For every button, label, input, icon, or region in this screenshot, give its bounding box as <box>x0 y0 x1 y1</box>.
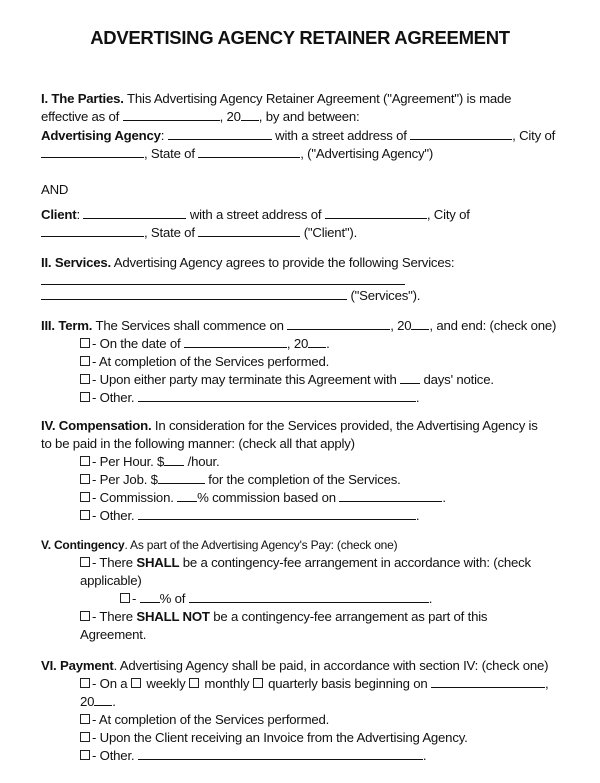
option-text: be a contingency-fee arrangement as part of this <box>209 609 488 624</box>
option-text: - Commission. <box>92 490 178 505</box>
quarterly-checkbox-icon[interactable] <box>253 678 263 688</box>
payment-start-year-blank[interactable] <box>94 693 112 706</box>
checkbox-icon[interactable] <box>120 593 130 603</box>
contingency-option-shall-not <box>80 608 487 626</box>
client-name-blank[interactable] <box>83 206 186 219</box>
agency-text: , State of <box>144 146 199 161</box>
contingency-basis-blank[interactable] <box>189 590 429 603</box>
contingency-text: . As part of the Advertising Agency's Pay: (check one) <box>124 538 398 552</box>
option-text: % of <box>159 591 189 606</box>
effective-date-blank[interactable] <box>123 108 220 121</box>
payment-option-periodic-cont <box>80 693 116 711</box>
option-text: % commission based on <box>197 490 340 505</box>
term-end-year-blank[interactable] <box>308 335 326 348</box>
option-text: - On the date of <box>92 336 184 351</box>
option-text: for the completion of the Services. <box>204 472 401 487</box>
option-text: - Per Hour. $ <box>92 454 165 469</box>
option-text: . <box>422 748 427 763</box>
compensation-text: In consideration for the Services provided, the Advertising Agency is <box>151 418 538 433</box>
contingency-heading: V. Contingency <box>41 538 125 552</box>
compensation-option-per-job <box>80 471 401 489</box>
parties-text: , by and between: <box>258 109 360 124</box>
agency-state-blank[interactable] <box>198 145 300 158</box>
checkbox-icon[interactable] <box>80 356 90 366</box>
shall-not-emphasis: SHALL NOT <box>136 609 210 624</box>
option-text: - There <box>92 555 137 570</box>
compensation-other-blank[interactable] <box>138 507 416 520</box>
client-line-2 <box>41 224 357 242</box>
option-text: . <box>415 508 420 523</box>
commission-basis-blank[interactable] <box>339 489 442 502</box>
agency-text: , ("Advertising Agency") <box>300 146 434 161</box>
contingency-percent-blank[interactable] <box>140 590 160 603</box>
client-address-blank[interactable] <box>325 206 427 219</box>
option-text: /hour. <box>184 454 220 469</box>
checkbox-icon[interactable] <box>80 611 90 621</box>
checkbox-icon[interactable] <box>80 392 90 402</box>
term-heading: III. Term. <box>41 318 93 333</box>
option-text: , <box>544 676 549 691</box>
services-text: Advertising Agency agrees to provide the following Services: <box>110 255 455 270</box>
option-text: . <box>112 694 116 709</box>
parties-heading: I. The Parties. <box>41 91 124 106</box>
checkbox-icon[interactable] <box>80 732 90 742</box>
payment-start-date-blank[interactable] <box>431 675 545 688</box>
checkbox-icon[interactable] <box>80 474 90 484</box>
commission-percent-blank[interactable] <box>177 489 197 502</box>
payment-other-blank[interactable] <box>138 747 423 760</box>
agency-text: , City of <box>512 128 556 143</box>
contingency-option-shall-not-cont: Agreement. <box>80 627 147 642</box>
payment-option-invoice <box>80 729 468 747</box>
monthly-checkbox-icon[interactable] <box>189 678 199 688</box>
option-text: - Upon the Client receiving an Invoice from the Advertising Agency. <box>92 730 468 745</box>
services-description-blank-1[interactable] <box>41 272 405 285</box>
document-title: ADVERTISING AGENCY RETAINER AGREEMENT <box>90 27 510 48</box>
checkbox-icon[interactable] <box>80 456 90 466</box>
compensation-option-hourly <box>80 453 219 471</box>
payment-option-completion <box>80 711 329 729</box>
option-text: be a contingency-fee arrangement in accordance with: (check <box>179 555 531 570</box>
services-line-3 <box>41 287 420 305</box>
term-option-other <box>80 389 419 407</box>
checkbox-icon[interactable] <box>80 492 90 502</box>
term-option-termination <box>80 371 494 389</box>
effective-year-blank[interactable] <box>241 108 259 121</box>
option-text: . <box>442 490 446 505</box>
term-start-year-blank[interactable] <box>411 317 429 330</box>
agency-text: with a street address of <box>271 128 411 143</box>
option-text: - At completion of the Services performed. <box>92 354 330 369</box>
contingency-option-shall-cont: applicable) <box>80 573 142 588</box>
option-text: - Upon either party may terminate this Agreement with <box>92 372 401 387</box>
option-text: - Per Job. $ <box>92 472 158 487</box>
weekly-checkbox-icon[interactable] <box>131 678 141 688</box>
option-text: - Other. <box>92 508 138 523</box>
option-text: . <box>326 336 330 351</box>
term-option-end-date <box>80 335 330 353</box>
hourly-rate-blank[interactable] <box>164 453 184 466</box>
compensation-option-commission <box>80 489 446 507</box>
checkbox-icon[interactable] <box>80 750 90 760</box>
compensation-line-2: to be paid in the following manner: (check all that apply) <box>41 436 355 451</box>
client-text: with a street address of <box>186 207 325 222</box>
option-text: - On a <box>92 676 131 691</box>
payment-text: . Advertising Agency shall be paid, in accordance with section IV: (check one) <box>113 658 549 673</box>
option-text: quarterly basis beginning on <box>264 676 431 691</box>
agency-label: Advertising Agency <box>41 128 161 143</box>
client-label: Client <box>41 207 77 222</box>
option-text: days' notice. <box>420 372 494 387</box>
client-line-1 <box>41 206 470 224</box>
contingency-option-shall <box>80 554 531 572</box>
colon: : <box>160 128 168 143</box>
compensation-option-other <box>80 507 419 525</box>
checkbox-icon[interactable] <box>80 678 90 688</box>
checkbox-icon[interactable] <box>80 338 90 348</box>
client-text: , State of <box>144 225 199 240</box>
services-text: ("Services"). <box>347 288 421 303</box>
agency-name-blank[interactable] <box>168 127 272 140</box>
contingency-sub-option <box>120 590 432 608</box>
per-job-amount-blank[interactable] <box>158 471 205 484</box>
compensation-heading: IV. Compensation. <box>41 418 152 433</box>
term-other-blank[interactable] <box>138 389 416 402</box>
option-text: - <box>132 591 140 606</box>
checkbox-icon[interactable] <box>80 374 90 384</box>
parties-line-2 <box>41 108 360 126</box>
client-text: ("Client"). <box>300 225 358 240</box>
notice-days-blank[interactable] <box>400 371 420 384</box>
parties-text: , 20 <box>219 109 241 124</box>
checkbox-icon[interactable] <box>80 557 90 567</box>
shall-emphasis: SHALL <box>136 555 180 570</box>
option-text: . <box>428 591 433 606</box>
agency-line-2 <box>41 145 433 163</box>
option-text: - Other. <box>92 390 138 405</box>
services-line-1 <box>41 254 454 272</box>
term-text: , 20 <box>390 318 412 333</box>
term-line-1 <box>41 317 556 335</box>
agency-city-blank[interactable] <box>41 145 144 158</box>
compensation-line-1 <box>41 417 538 435</box>
parties-text: This Advertising Agency Retainer Agreement ("Agreement") is made <box>123 91 512 106</box>
checkbox-icon[interactable] <box>80 714 90 724</box>
option-text: - At completion of the Services performed. <box>92 712 330 727</box>
services-description-blank-2[interactable] <box>41 287 347 300</box>
option-text: monthly <box>200 676 253 691</box>
option-text: , 20 <box>286 336 309 351</box>
option-text: . <box>415 390 420 405</box>
term-text: , and end: (check one) <box>429 318 557 333</box>
term-start-date-blank[interactable] <box>287 317 390 330</box>
parties-text: effective as of <box>41 109 123 124</box>
option-text: - There <box>92 609 137 624</box>
agency-address-blank[interactable] <box>410 127 512 140</box>
parties-line-1 <box>41 90 511 108</box>
client-state-blank[interactable] <box>198 224 300 237</box>
term-option-completion <box>80 353 329 371</box>
contingency-line-1 <box>41 536 397 554</box>
option-text: weekly <box>142 676 189 691</box>
term-text: The Services shall commence on <box>92 318 288 333</box>
payment-heading: VI. Payment <box>41 658 114 673</box>
payment-option-other <box>80 747 426 765</box>
option-text: - Other. <box>92 748 138 763</box>
term-end-date-blank[interactable] <box>184 335 287 348</box>
option-text: 20 <box>80 694 95 709</box>
checkbox-icon[interactable] <box>80 510 90 520</box>
agency-line-1 <box>41 127 555 145</box>
client-city-blank[interactable] <box>41 224 144 237</box>
payment-option-periodic <box>80 675 548 693</box>
services-heading: II. Services. <box>41 255 111 270</box>
and-text: AND <box>41 182 69 197</box>
colon: : <box>76 207 84 222</box>
payment-line-1 <box>41 657 548 675</box>
client-text: , City of <box>426 207 470 222</box>
